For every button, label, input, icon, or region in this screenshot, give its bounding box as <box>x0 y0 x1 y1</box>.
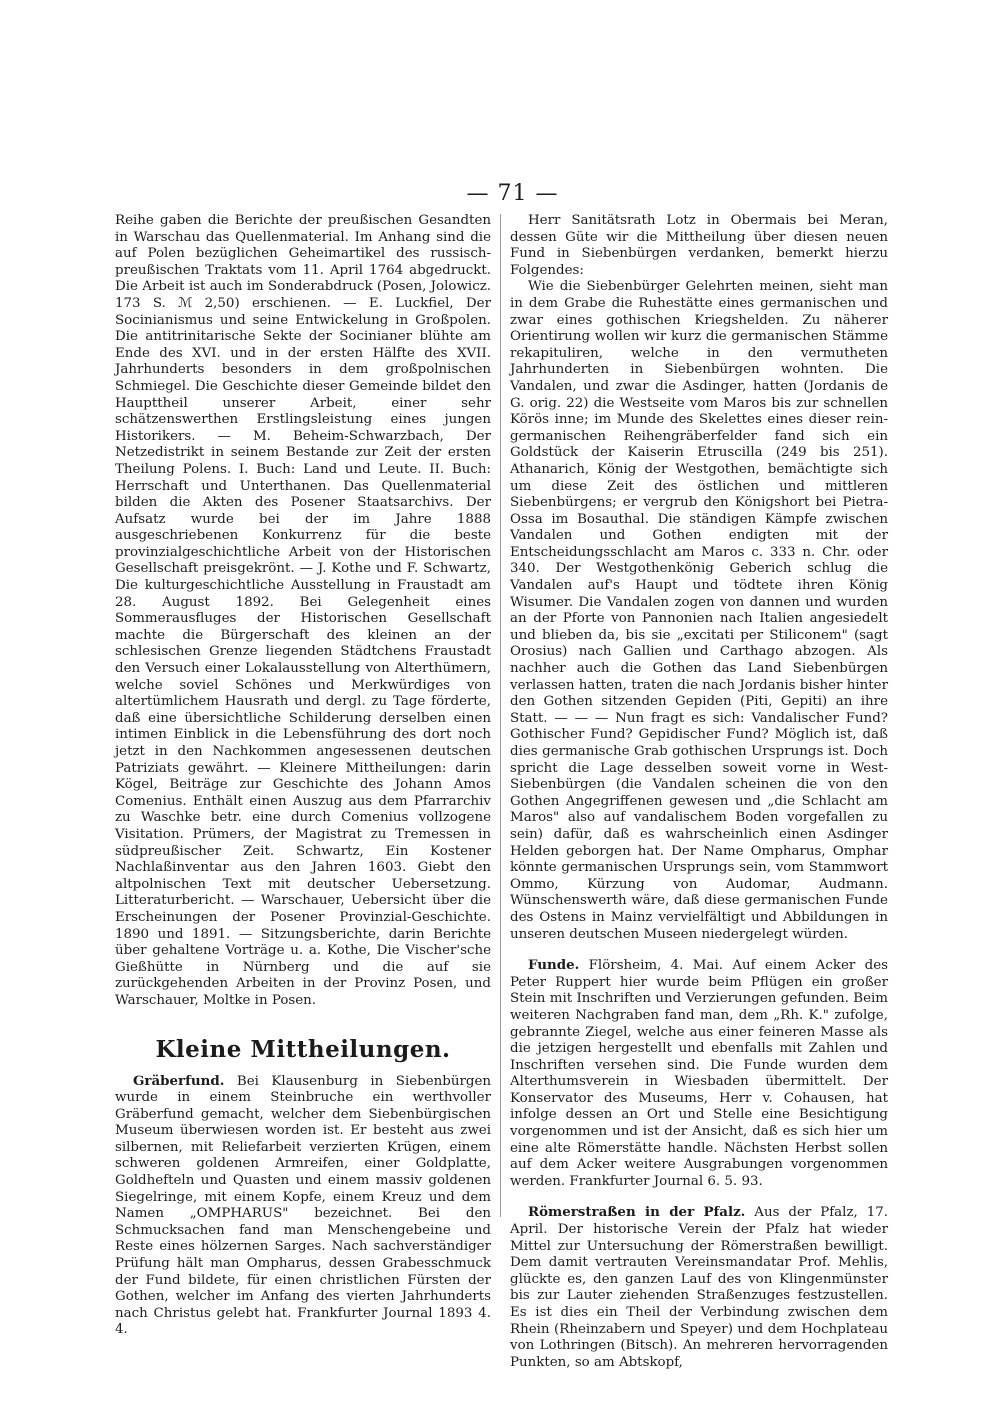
item-roemerstrassen <box>510 1204 888 1371</box>
page-number: — 71 — <box>466 181 559 206</box>
spacer <box>510 943 888 957</box>
section-title: Kleine Mittheilungen. <box>155 1035 451 1063</box>
item-funde <box>510 957 888 1190</box>
item-funde-lead: Funde. <box>528 957 580 974</box>
item-roemerstrassen-lead: Römerstraßen in der Pfalz. <box>528 1204 746 1221</box>
item-graeberfund-text: Bei Klausenburg in Siebenbürgen wurde in einem Steinbruche ein werthvoller Gräberfund gemacht, welcher dem Siebenbürgischen Museum überwiesen worden ist. Er besteht aus zwei silbernen, mit Reliefarbeit verzierten Krügen, einem schweren goldenen Armreifen, einer Goldplatte, Goldhefteln und Quasten und einem massiv goldenen Siegelringe, mit einem Kopfe, einem Kreuz und dem Namen „OMPHARUS" bezeichnet. Bei den Schmucksachen fand man Menschengebeine und Reste eines hölzernen Sarges. Nach sachverständiger Prüfung hält man Ompharus, dessen Grabesschmuck der Fund bildete, für einen christlichen Fürsten der Gothen, welcher im Anfang des vierten Jahrhunderts nach Christus gelebt hat. Frankfurter Journal 1893 4. 4. <box>115 1073 491 1338</box>
right-paragraph-discussion: Wie die Siebenbürger Gelehrten meinen, sieht man in dem Grabe die Ruhestätte eines germanischen und zwar eines gothischen Kriegshelden. Zu näherer Orientirung wollen wir kurz die germanischen Stämme rekapituliren, welche in den vermutheten Jahrhunderten in Siebenbürgen wohnten. Die Vandalen, und zwar die Asdinger, hatten (Jordanis de G. orig. 22) die Westseite vom Maros bis zur schnellen Körös inne; im Munde des Skelettes eines dieser rein-germanischen Reihengräberfelder fand sich ein Goldstück der Kaiserin Etruscilla (249 bis 251). Athanarich, König der Westgothen, bemächtigte sich um diese Zeit des östlichen und mittleren Siebenbürgens; er vergrub den Königshort bei Pietra-Ossa im Bosauthal. Die ständigen Kämpfe zwischen Vandalen und Gothen endigten mit der Entscheidungsschlacht am Maros c. 333 n. Chr. oder 340. Der Westgothenkönig Geberich schlug die Vandalen auf's Haupt und tödtete ihren König Wisumer. Die Vandalen zogen von dannen und wurden an der Pforte von Pannonien nach Italien angesiedelt und blieben da, bis sie „excitati per Stiliconem" (sagt Orosius) nach Gallien und Carthago abzogen. Als nachher auch die Gothen das Land Siebenbürgen verlassen hatten, traten die nach Jordanis bisher hinter den Gothen sitzenden Gepiden (Piti, Gepiti) an ihre Statt. — — — Nun fragt es sich: Vandalischer Fund? Gothischer Fund? Gepidischer Fund? Möglich ist, daß dies germanische Grab gothischen Ursprungs ist. Doch spricht die Lage desselben soweit vorne in West-Siebenbürgen (die Vandalen scheinen die von den Gothen Angegriffenen gewesen und „die Schlacht am Maros" also auf vandalischem Boden vorgefallen zu sein) dafür, daß es wahrscheinlich einen Asdinger Helden geborgen hat. Der Name Ompharus, Omphar könnte germanischen Ursprungs sein, vom Stammwort Ommo, Kürzung von Audomar, Audmann. Wünschenswerth wäre, daß diese germanischen Funde des Ostens in Mainz vervielfältigt und Abbildungen in unseren deutschen Museen niedergelegt würden. <box>510 279 888 942</box>
item-graeberfund-lead: Gräberfund. <box>133 1072 225 1089</box>
right-paragraph-intro: Herr Sanitätsrath Lotz in Obermais bei Meran, dessen Güte wir die Mittheilung über diesen neuen Fund in Siebenbürgen verdanken, bemerkt hierzu Folgendes: <box>510 213 888 278</box>
spacer <box>510 1190 888 1204</box>
item-funde-text: Flörsheim, 4. Mai. Auf einem Acker des Peter Ruppert hier wurde beim Pflügen ein großer Stein mit Inschriften und Verzierungen gefunden. Beim weiteren Nachgraben fand man, dem „Rh. K." zufolge, gebrannte Ziegel, welche aus einer feineren Masse als die jetzigen hergestellt und ebenfalls mit Zahlen und Inschriften versehen sind. Die Funde wurden dem Alterthumsverein in Wiesbaden übermittelt. Der Konservator des Museums, Herr v. Cohausen, hat infolge dessen an Ort und Stelle eine Besichtigung vorgenommen und ist der Ansicht, daß es sich hier um eine alte Römerstätte handle. Nächsten Herbst sollen auf dem Acker weitere Ausgrabungen vorgenommen werden. Frankfurter Journal 6. 5. 93. <box>510 958 888 1189</box>
right-column <box>510 213 888 1371</box>
left-paragraph: Reihe gaben die Berichte der preußischen Gesandten in Warschau das Quellenmaterial. Im Anhang sind die auf Polen bezüglichen Geheimartikel des russisch-preußischen Traktats vom 11. April 1764 abgedruckt. Die Arbeit ist auch im Sonderabdruck (Posen, Jolowicz. 173 S. ℳ 2,50) erschienen. — E. Luckfiel, Der Socinianismus und seine Entwickelung in Großpolen. Die antitrinitarische Sekte der Socinianer blühte am Ende des XVI. und in der ersten Hälfte des XVII. Jahrhunderts besonders in dem großpolnischen Schmiegel. Die Geschichte dieser Gemeinde bildet den Haupttheil unserer Arbeit, einer sehr schätzenswerthen Erstlingsleistung eines jungen Historikers. — M. Beheim-Schwarzbach, Der Netzedistrikt in seinem Bestande zur Zeit der ersten Theilung Polens. I. Buch: Land und Leute. II. Buch: Herrschaft und Unterthanen. Das Quellenmaterial bilden die Akten des Posener Staatsarchivs. Der Aufsatz wurde bei der im Jahre 1888 ausgeschriebenen Konkurrenz für die beste provinzialgeschichtliche Arbeit von der Historischen Gesellschaft preisgekrönt. — J. Kothe und F. Schwartz, Die kulturgeschichtliche Ausstellung in Fraustadt am 28. August 1892. Bei Gelegenheit eines Sommerausfluges der Historischen Gesellschaft machte die Bürgerschaft des kleinen an der schlesischen Grenze liegenden Städtchens Fraustadt den Versuch einer Lokalausstellung von Alterthümern, welche soviel Schönes und Merkwürdiges von altertümlichem Hausrath und dergl. zu Tage förderte, daß eine übersichtliche Schilderung derselben einen intimen Einblick in die Lebensführung des dort noch jetzt in den Nachkommen angesessenen deutschen Patriziats gewährt. — Kleinere Mittheilungen: darin Kögel, Beiträge zur Geschichte des Johann Amos Comenius. Enthält einen Auszug aus dem Pfarrarchiv zu Waschke betr. eine durch Comenius vollzogene Visitation. Prümers, der Magistrat zu Tremessen in südpreußischer Zeit. Schwartz, Ein Kostener Nachlaßinventar aus den Jahren 1603. Giebt den altpolnischen Text mit deutscher Uebersetzung. Litteraturbericht. — Warschauer, Uebersicht über die Erscheinungen der Posener Provinzial-Geschichte. 1890 und 1891. — Sitzungsberichte, darin Berichte über gehaltene Vorträge u. a. Kothe, Die Vischer'sche Gießhütte in Nürnberg und die auf sie zurückgehenden Arbeiten in der Provinz Posen, und Warschauer, Moltke in Posen. <box>115 213 491 1008</box>
column-divider <box>500 214 501 1217</box>
item-graeberfund <box>115 1073 491 1340</box>
left-column <box>115 213 491 1339</box>
item-roemerstrassen-text: Aus der Pfalz, 17. April. Der historische Verein der Pfalz hat wieder Mittel zur Untersuchung der Römerstraßen bewilligt. Dem damit vertrauten Vereinsmandatar Prof. Mehlis, glückte es, den ganzen Lauf des von Klingenmünster bis zur Lauter ziehenden Straßenzuges festzustellen. Es ist dies ein Theil der Verbindung zwischen dem Rhein (Rheinzabern und Speyer) und dem Hochplateau von Lothringen (Bitsch). An mehreren hervorragenden Punkten, so am Abtskopf, <box>510 1205 888 1370</box>
